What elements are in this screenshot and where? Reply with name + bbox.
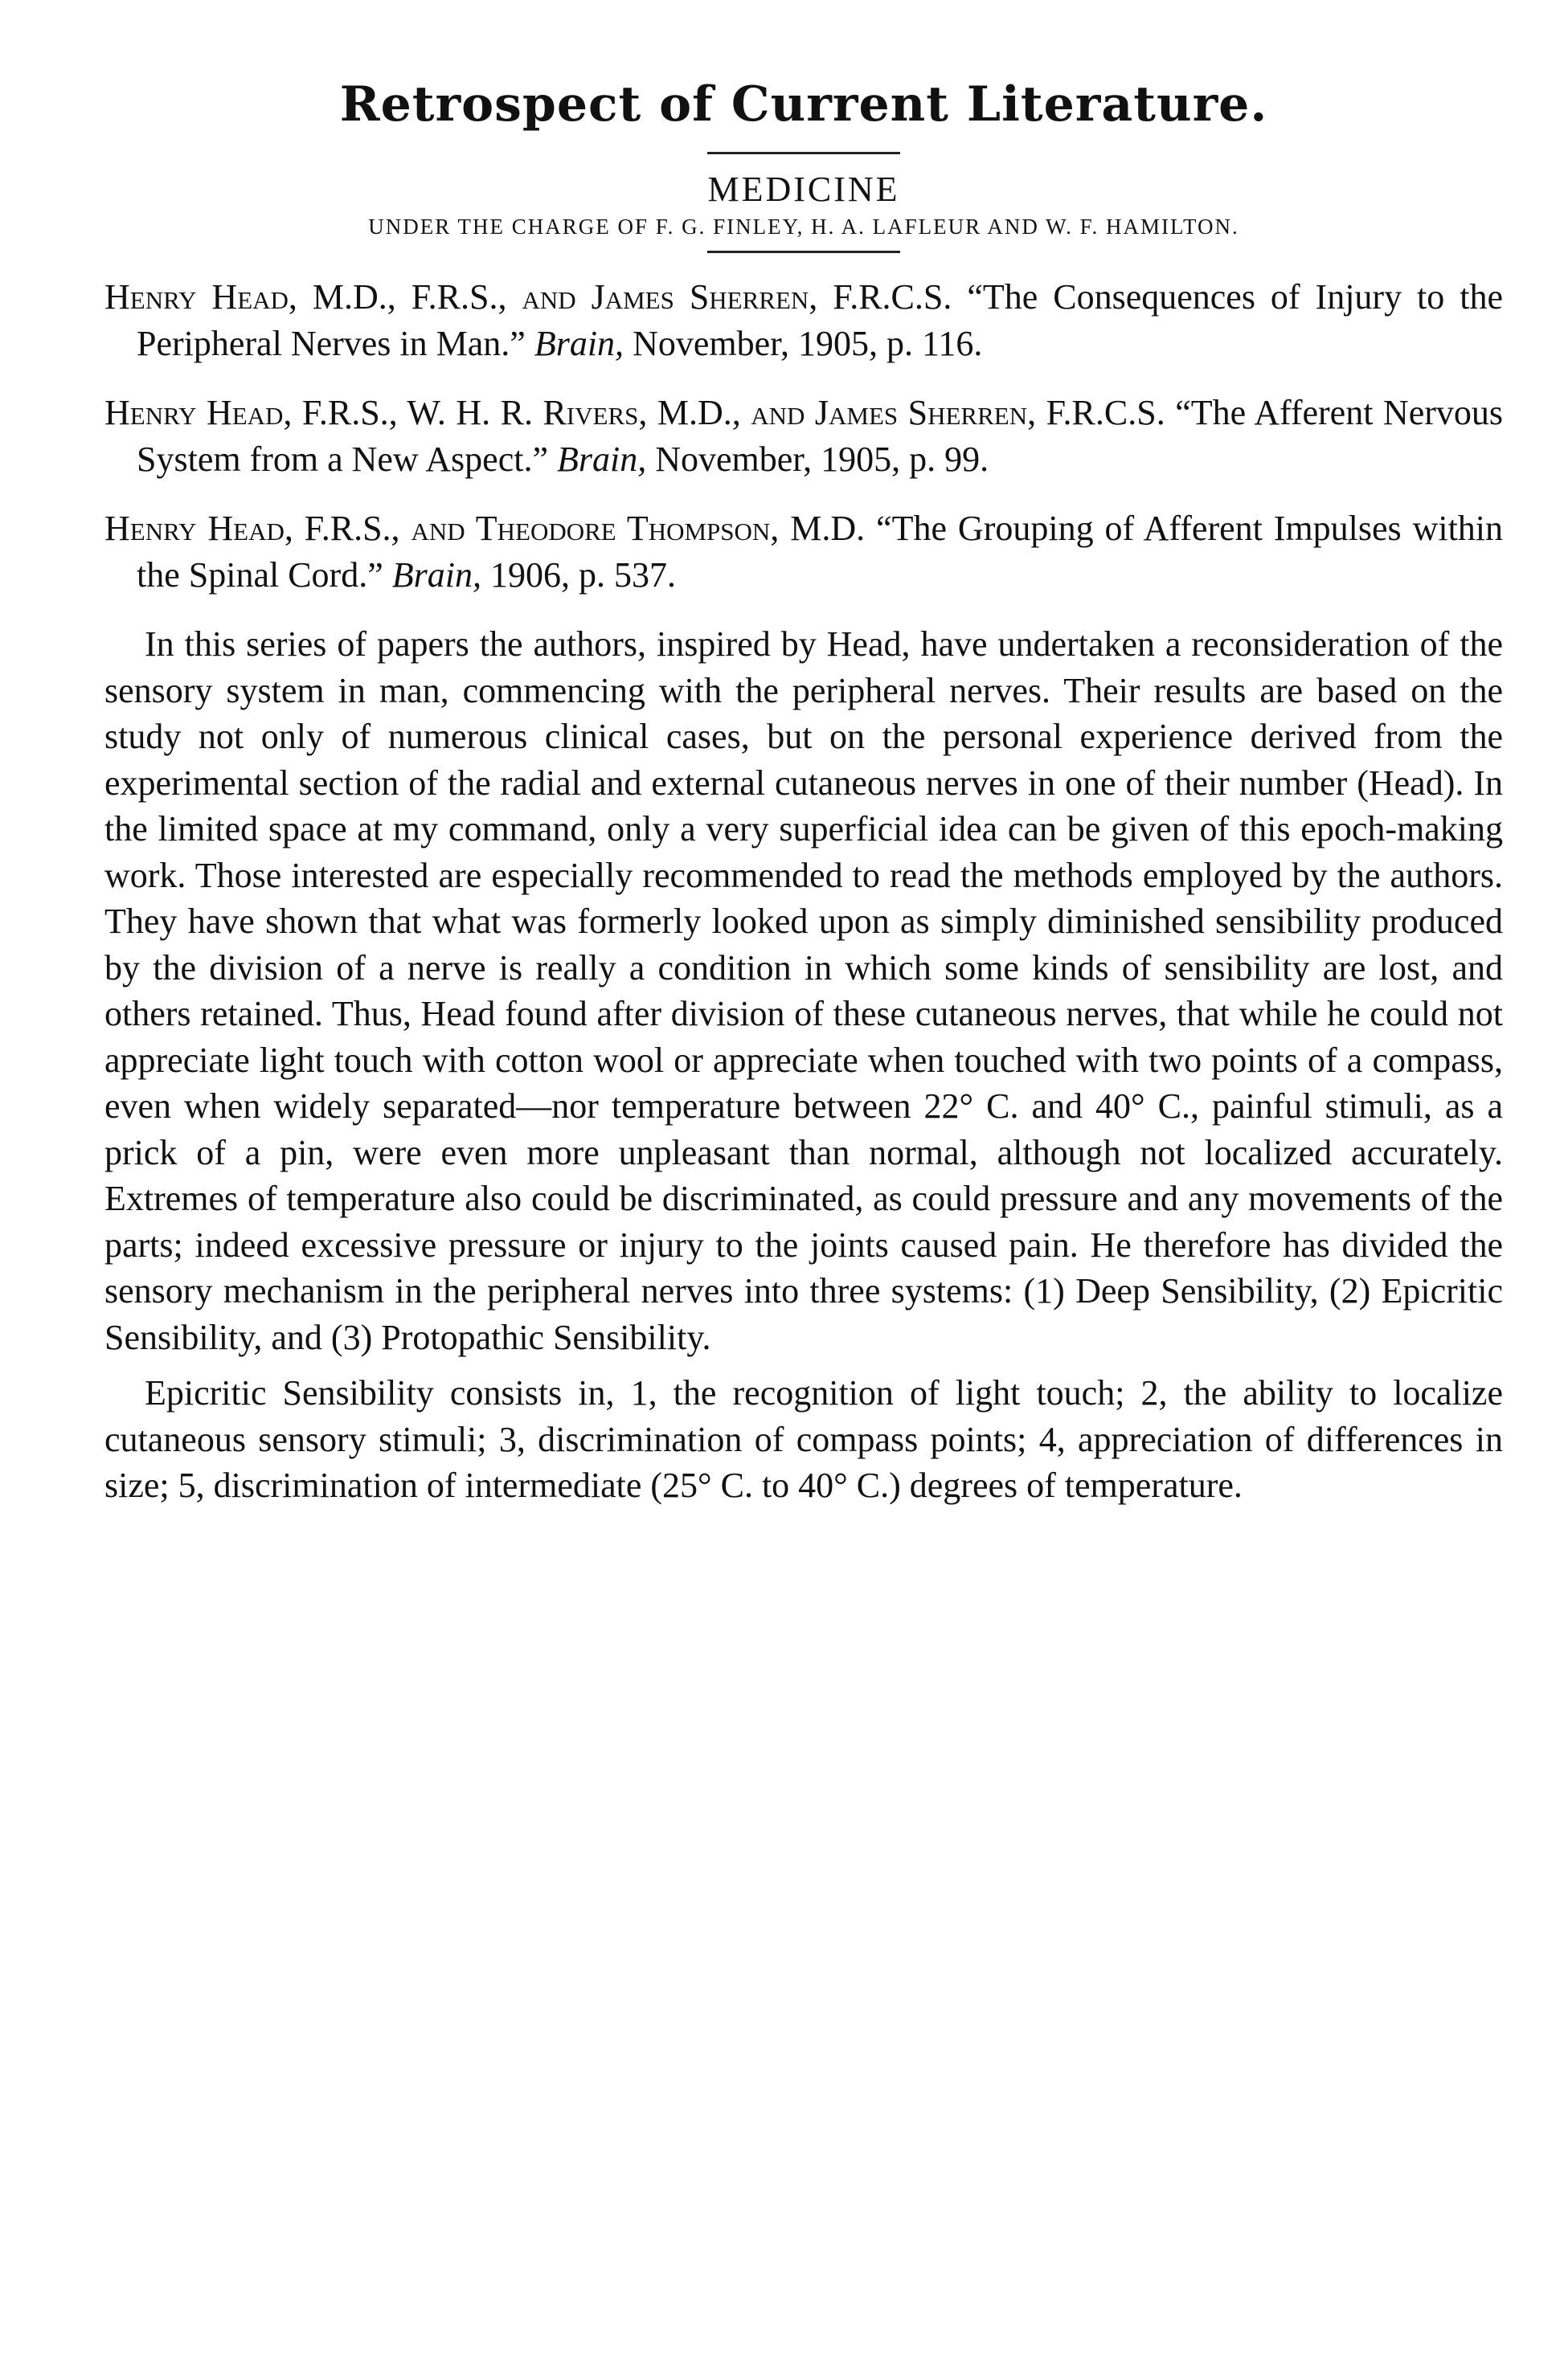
- citation-journal: Brain,: [534, 324, 624, 363]
- heading-rule: [707, 152, 900, 154]
- citation-title: “The Afferent Nervous System from a New Aspect.”: [137, 393, 1504, 479]
- section-title: MEDICINE: [707, 170, 900, 209]
- citation-title: “The Grouping of Afferent Impulses within the Spinal Cord.”: [137, 509, 1504, 595]
- citation: [104, 505, 1503, 599]
- citation-authors: Henry Head, M.D., F.R.S., and James Sherren, F.R.C.S.: [104, 277, 952, 317]
- citation: [104, 390, 1503, 483]
- citation-journal: Brain,: [391, 555, 481, 595]
- section-editors: UNDER THE CHARGE OF F. G. FINLEY, H. A. LAFLEUR AND W. F. HAMILTON.: [368, 215, 1239, 239]
- body-paragraph: Epicritic Sensibility consists in, 1, the recognition of light touch; 2, the ability to localize cutaneous sensory stimuli; 3, discrimination of compass points; 4, appreciation of differences in size; 5, discrimination of intermediate (25° C. to 40° C.) degrees of temperature.: [104, 1373, 1503, 1505]
- journal-heading: Retrospect of Current Literature.: [339, 76, 1268, 133]
- citation-details: 1906, p. 537.: [489, 555, 676, 595]
- body-paragraph: In this series of papers the authors, inspired by Head, have undertaken a reconsideration of the sensory system in man, commencing with the peripheral nerves. Their results are based on the study not only of numerous clinical cases, but on the personal experience derived from the experimental section of the radial and external cutaneous nerves in one of their number (Head). In the limited space at my command, only a very superficial idea can be given of this epoch-making work. Those interested are especially recommended to read the methods employed by the authors. They have shown that what was formerly looked upon as simply diminished sensibility produced by the division of a nerve is really a condition in which some kinds of sensibility are lost, and others retained. Thus, Head found after division of these cutaneous nerves, that while he could not appreciate light touch with cotton wool or appreciate when touched with two points of a compass, even when widely separated—nor temperature between 22° C. and 40° C., painful stimuli, as a prick of a pin, were even more unpleasant than normal, although not localized accurately. Extremes of temperature also could be discriminated, as could pressure and any movements of the parts; indeed excessive pressure or injury to the joints caused pain. He therefore has divided the sensory mechanism in the peripheral nerves into three systems: (1) Deep Sensibility, (2) Epicritic Sensibility, and (3) Protopathic Sensibility.: [104, 624, 1503, 1357]
- editors-rule: [707, 251, 900, 253]
- citation-journal: Brain,: [557, 440, 647, 479]
- citation: [104, 274, 1503, 367]
- citation-authors: Henry Head, F.R.S., W. H. R. Rivers, M.D., and James Sherren, F.R.C.S.: [104, 393, 1165, 432]
- journal-page: [104, 76, 1503, 1519]
- citation-details: November, 1905, p. 99.: [655, 440, 989, 479]
- citation-list: [104, 274, 1503, 599]
- citation-title: “The Consequences of Injury to the Peripheral Nerves in Man.”: [137, 277, 1503, 363]
- citation-details: November, 1905, p. 116.: [633, 324, 983, 363]
- citation-authors: Henry Head, F.R.S., and Theodore Thompson, M.D.: [104, 509, 866, 548]
